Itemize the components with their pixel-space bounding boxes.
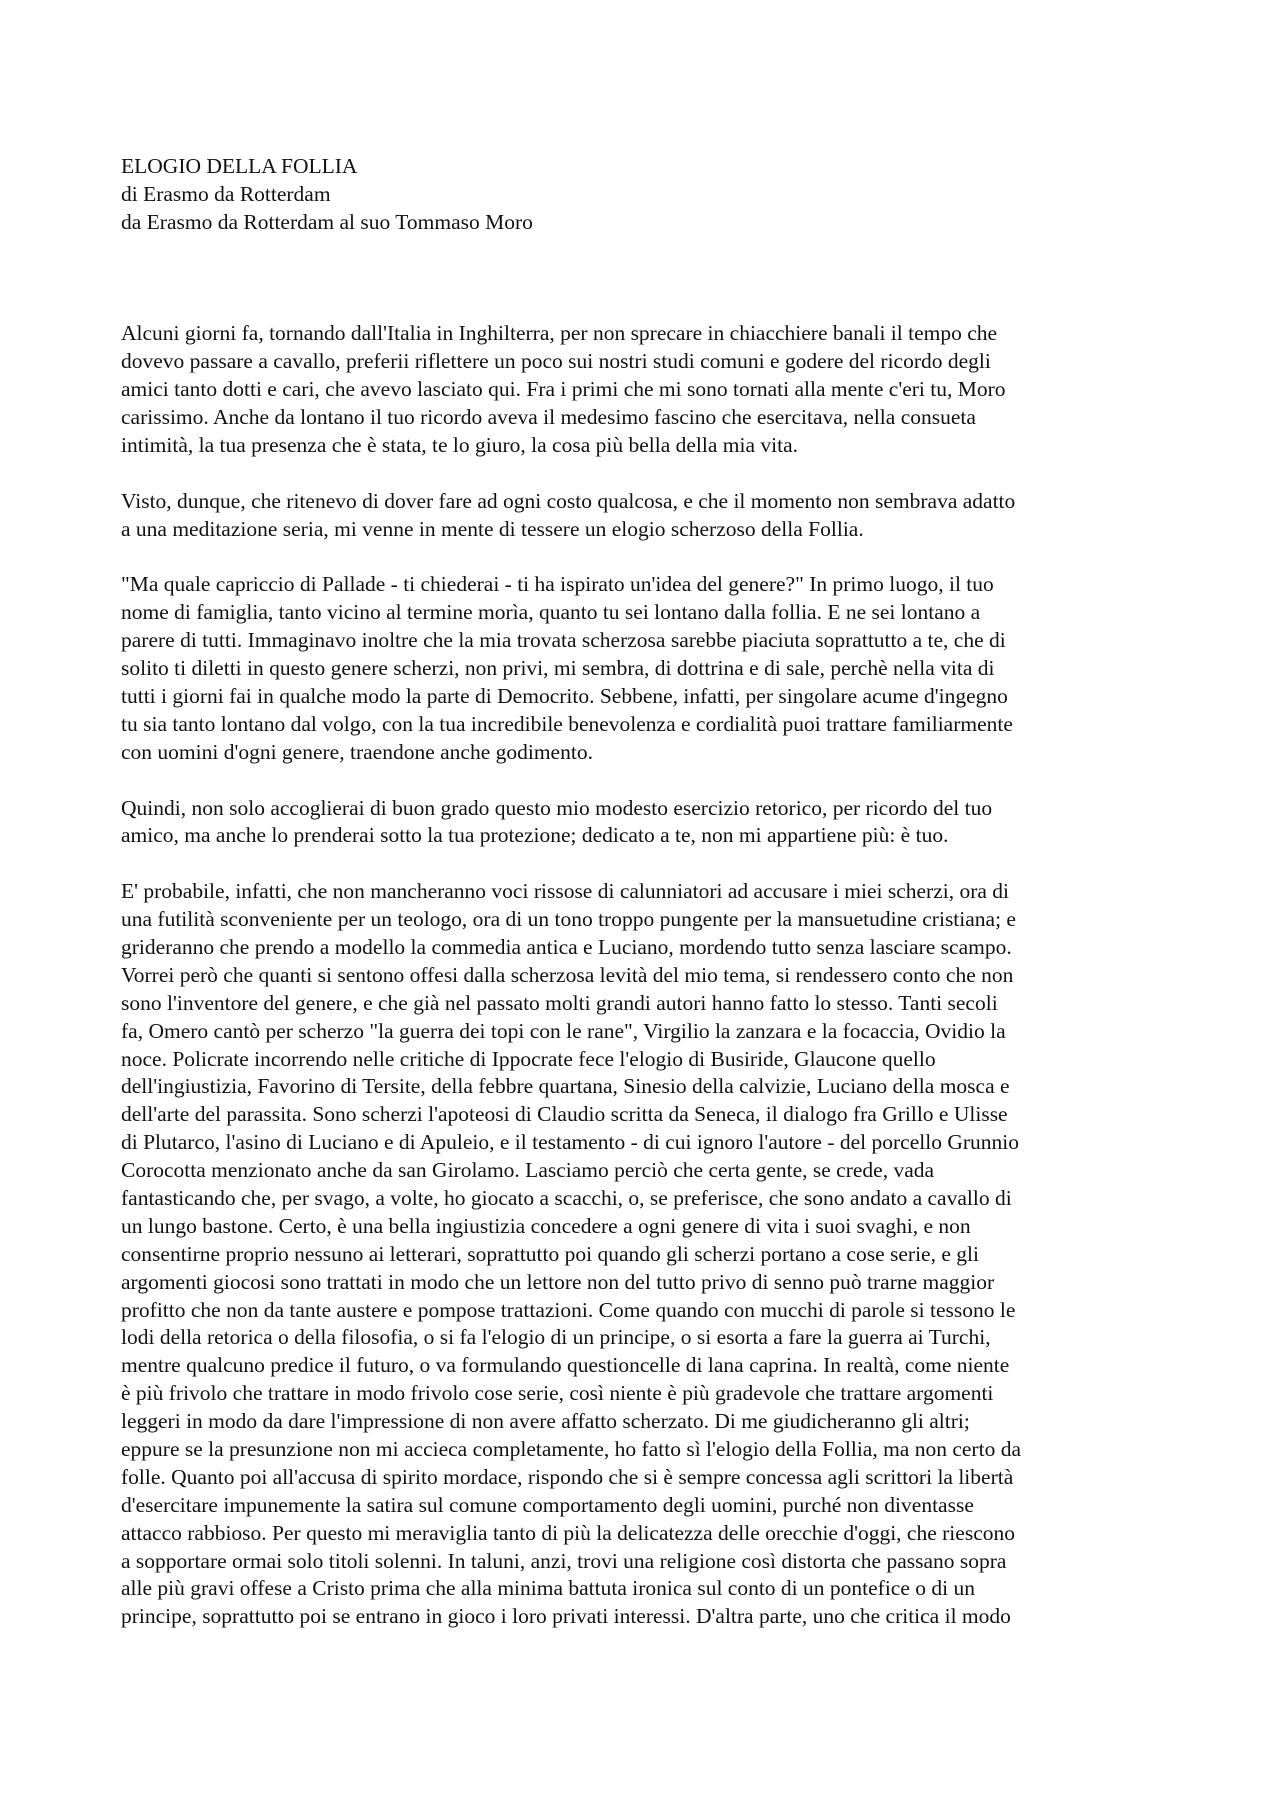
text-line: Corocotta menzionato anche da san Girolamo. Lasciamo perciò che certa gente, se crede, vada	[121, 1158, 935, 1183]
text-line: leggeri in modo da dare l'impressione di non avere affatto scherzato. Di me giudicheranno gli altri;	[121, 1409, 970, 1434]
header-spacer	[121, 237, 1171, 321]
text-line: alle più gravi offese a Cristo prima che alla minima battuta ironica sul conto di un pontefice o di un	[121, 1576, 975, 1601]
paragraph	[121, 878, 1171, 1631]
text-line: eppure se la presunzione non mi accieca completamente, ho fatto sì l'elogio della Follia, ma non certo da	[121, 1436, 1021, 1461]
text-line: grideranno che prendo a modello la commedia antica e Luciano, mordendo tutto senza lasciare scampo.	[121, 934, 1012, 959]
text-line: tutti i giorni fai in qualche modo la parte di Democrito. Sebbene, infatti, per singolare acume d'ingegno	[121, 683, 1008, 708]
text-line: parere di tutti. Immaginavo inoltre che la mia trovata scherzosa sarebbe piaciuta soprattutto a te, che di	[121, 628, 1006, 653]
text-line: argomenti giocosi sono trattati in modo che un lettore non del tutto privo di senno può trarne maggior	[121, 1269, 995, 1294]
text-line: fa, Omero cantò per scherzo "la guerra dei topi con le rane", Virgilio la zanzara e la focaccia, Ovidio la	[121, 1018, 1006, 1043]
text-line: consentirne proprio nessuno ai letterari, soprattutto poi quando gli scherzi portano a cose serie, e gli	[121, 1241, 979, 1266]
text-line: Alcuni giorni fa, tornando dall'Italia in Inghilterra, per non sprecare in chiacchiere banali il tempo che	[121, 321, 998, 346]
text-line: dovevo passare a cavallo, preferii riflettere un poco sui nostri studi comuni e godere del ricordo degli	[121, 349, 991, 374]
text-line: amici tanto dotti e cari, che avevo lasciato qui. Fra i primi che mi sono tornati alla mente c'eri tu, Moro	[121, 377, 1006, 402]
text-line: solito ti diletti in questo genere scherzi, non privi, mi sembra, di dottrina e di sale, perchè nella vita di	[121, 656, 995, 681]
document-body	[121, 320, 1171, 1631]
text-line: noce. Policrate incorrendo nelle critiche di Ippocrate fece l'elogio di Busiride, Glaucone quello	[121, 1046, 936, 1071]
text-line: a una meditazione seria, mi venne in mente di tessere un elogio scherzoso della Follia.	[121, 516, 864, 541]
text-line: folle. Quanto poi all'accusa di spirito mordace, rispondo che si è sempre concessa agli scrittori la libertà	[121, 1464, 1014, 1489]
text-line: nome di famiglia, tanto vicino al termine morìa, quanto tu sei lontano dalla follia. E ne sei lontano a	[121, 600, 981, 625]
document-header	[121, 153, 1171, 237]
text-line: è più frivolo che trattare in modo frivolo cose serie, così niente è più gradevole che trattare argomenti	[121, 1381, 994, 1406]
text-line: con uomini d'ogni genere, traendone anche godimento.	[121, 739, 593, 764]
document-page	[121, 153, 1171, 1631]
text-line: intimità, la tua presenza che è stata, te lo giuro, la cosa più bella della mia vita.	[121, 432, 798, 457]
author-line: di Erasmo da Rotterdam	[121, 181, 331, 206]
text-line: lodi della retorica o della filosofia, o si fa l'elogio di un principe, o si esorta a fare la guerra ai Turchi,	[121, 1325, 991, 1350]
text-line: "Ma quale capriccio di Pallade - ti chiederai - ti ha ispirato un'idea del genere?" In primo luogo, il tuo	[121, 572, 994, 597]
text-line: mentre qualcuno predice il futuro, o va formulando questioncelle di lana caprina. In realtà, come niente	[121, 1353, 1010, 1378]
text-line: di Plutarco, l'asino di Luciano e di Apuleio, e il testamento - di cui ignoro l'autore - del porcello Grunnio	[121, 1130, 1019, 1155]
text-line: tu sia tanto lontano dal volgo, con la tua incredibile benevolenza e cordialità puoi trattare familiarmente	[121, 711, 1013, 736]
text-line: sono l'inventore del genere, e che già nel passato molti grandi autori hanno fatto lo stesso. Tanti secoli	[121, 990, 998, 1015]
text-line: Visto, dunque, che ritenevo di dover fare ad ogni costo qualcosa, e che il momento non sembrava adatto	[121, 488, 1016, 513]
text-line: principe, soprattutto poi se entrano in gioco i loro privati interessi. D'altra parte, uno che critica il modo	[121, 1604, 1011, 1629]
text-line: fantasticando che, per svago, a volte, ho giocato a scacchi, o, se preferisce, che sono andato a cavallo di	[121, 1185, 1012, 1210]
text-line: a sopportare ormai solo titoli solenni. In taluni, anzi, trovi una religione così distorta che passano sopra	[121, 1548, 1007, 1573]
document-title: ELOGIO DELLA FOLLIA	[121, 154, 358, 178]
text-line: dell'ingiustizia, Favorino di Tersite, della febbre quartana, Sinesio della calvizie, Luciano della mosca e	[121, 1074, 1010, 1099]
paragraph	[121, 795, 1171, 851]
text-line: Vorrei però che quanti si sentono offesi dalla scherzosa levità del mio tema, si rendessero conto che non	[121, 962, 1014, 987]
text-line: profitto che non da tante austere e pompose trattazioni. Come quando con mucchi di parole si tessono le	[121, 1297, 1016, 1322]
text-line: attacco rabbioso. Per questo mi meraviglia tanto di più la delicatezza delle orecchie d'oggi, che riescono	[121, 1520, 1015, 1545]
text-line: E' probabile, infatti, che non mancheranno voci rissose di calunniatori ad accusare i miei scherzi, ora di	[121, 879, 1010, 904]
text-line: Quindi, non solo accoglierai di buon grado questo mio modesto esercizio retorico, per ricordo del tuo	[121, 795, 993, 820]
paragraph	[121, 320, 1171, 459]
text-line: amico, ma anche lo prenderai sotto la tua protezione; dedicato a te, non mi appartiene più: è tuo.	[121, 823, 949, 848]
text-line: dell'arte del parassita. Sono scherzi l'apoteosi di Claudio scritta da Seneca, il dialogo fra Grillo e Ulisse	[121, 1102, 1008, 1127]
text-line: d'esercitare impunemente la satira sul comune comportamento degli uomini, purché non diventasse	[121, 1492, 974, 1517]
paragraph	[121, 571, 1171, 766]
paragraph	[121, 488, 1171, 544]
text-line: una futilità sconveniente per un teologo, ora di un tono troppo pungente per la mansuetudine cristiana; e	[121, 907, 1016, 932]
text-line: un lungo bastone. Certo, è una bella ingiustizia concedere a ogni genere di vita i suoi svaghi, e non	[121, 1213, 971, 1238]
dedication-line: da Erasmo da Rotterdam al suo Tommaso Moro	[121, 209, 533, 234]
text-line: carissimo. Anche da lontano il tuo ricordo aveva il medesimo fascino che esercitava, nella consueta	[121, 405, 976, 430]
